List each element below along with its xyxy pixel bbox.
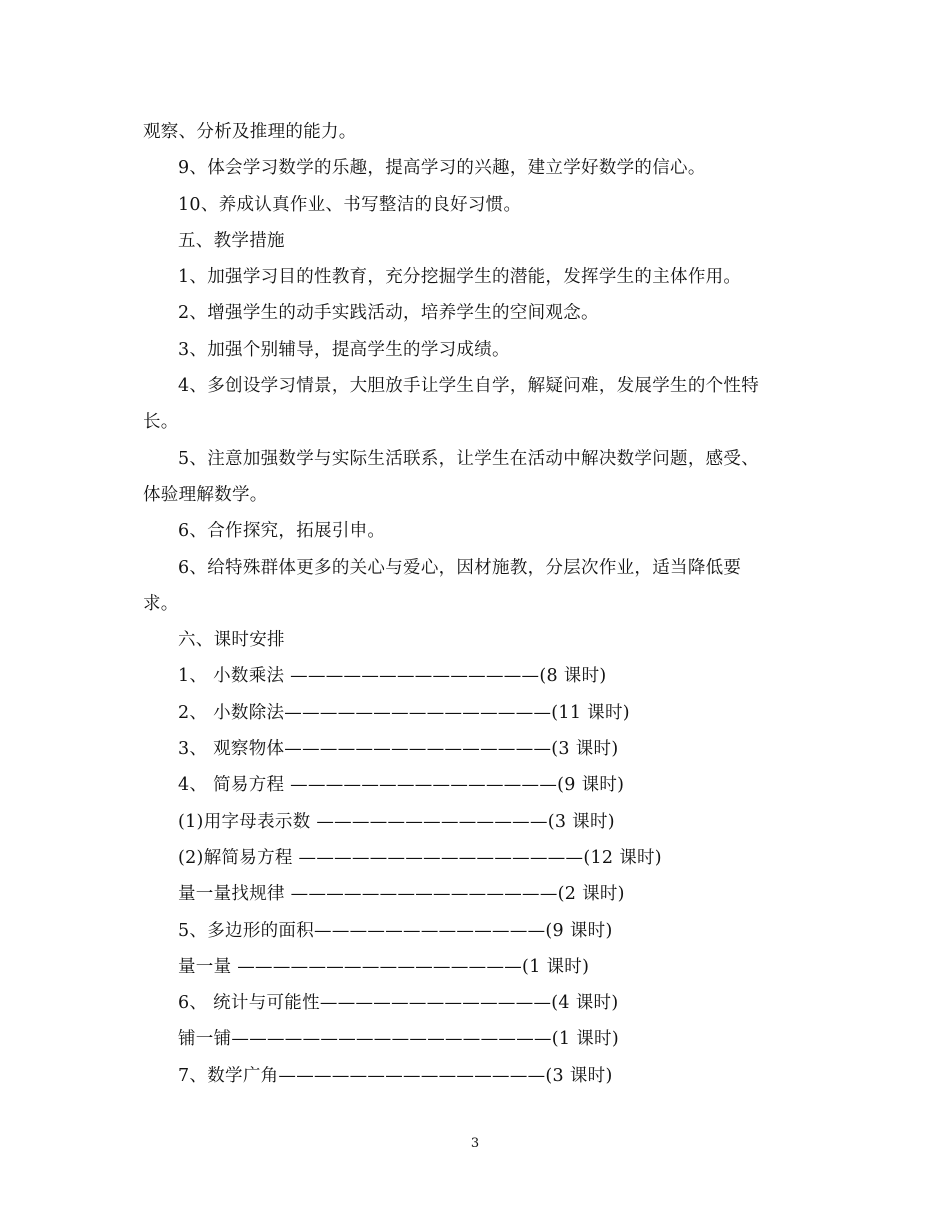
- text-line: 5、多边形的面积—————————————(9 课时): [178, 920, 613, 941]
- text-line: 五、教学措施: [178, 230, 285, 251]
- text-line: 3、加强个别辅导，提高学生的学习成绩。: [178, 339, 510, 360]
- text-line: 量一量找规律 ———————————————(2 课时): [178, 884, 625, 905]
- text-line: 4、 简易方程 ———————————————(9 课时): [178, 775, 625, 796]
- text-line: 9、体会学习数学的乐趣，提高学习的兴趣，建立学好数学的信心。: [178, 158, 706, 179]
- text-line: 观察、分析及推理的能力。: [143, 122, 357, 142]
- text-line: 3、 观察物体———————————————(3 课时): [178, 739, 619, 760]
- text-line: 7、数学广角———————————————(3 课时): [178, 1065, 613, 1086]
- text-line: 1、 小数乘法 ——————————————(8 课时): [178, 666, 607, 687]
- text-line: 10、养成认真作业、书写整洁的良好习惯。: [178, 194, 522, 215]
- page-number: 3: [470, 1136, 480, 1151]
- text-line: 6、给特殊群体更多的关心与爱心，因材施教，分层次作业，适当降低要: [178, 557, 742, 578]
- text-line: 体验理解数学。: [143, 484, 268, 505]
- text-line: 求。: [143, 593, 179, 614]
- text-line: (2)解简易方程 ————————————————(12 课时): [178, 847, 662, 868]
- text-line: 2、增强学生的动手实践活动，培养学生的空间观念。: [178, 303, 599, 324]
- text-line: 六、课时安排: [178, 630, 285, 651]
- text-line: 4、多创设学习情景，大胆放手让学生自学，解疑问难，发展学生的个性特: [178, 376, 760, 397]
- document-body: [143, 114, 803, 1094]
- text-line: 铺一铺——————————————————(1 课时): [178, 1029, 619, 1050]
- text-line: 5、注意加强数学与实际生活联系，让学生在活动中解决数学问题，感受、: [178, 448, 760, 469]
- text-line: 6、合作探究，拓展引申。: [178, 521, 386, 542]
- text-line: 6、 统计与可能性—————————————(4 课时): [178, 993, 619, 1014]
- text-line: (1)用字母表示数 —————————————(3 课时): [178, 811, 615, 832]
- text-line: 1、加强学习目的性教育，充分挖掘学生的潜能，发挥学生的主体作用。: [178, 267, 742, 288]
- text-line: 量一量 ————————————————(1 课时): [178, 956, 590, 977]
- text-line: 2、 小数除法———————————————(11 课时): [178, 702, 630, 723]
- text-line: 长。: [143, 412, 179, 433]
